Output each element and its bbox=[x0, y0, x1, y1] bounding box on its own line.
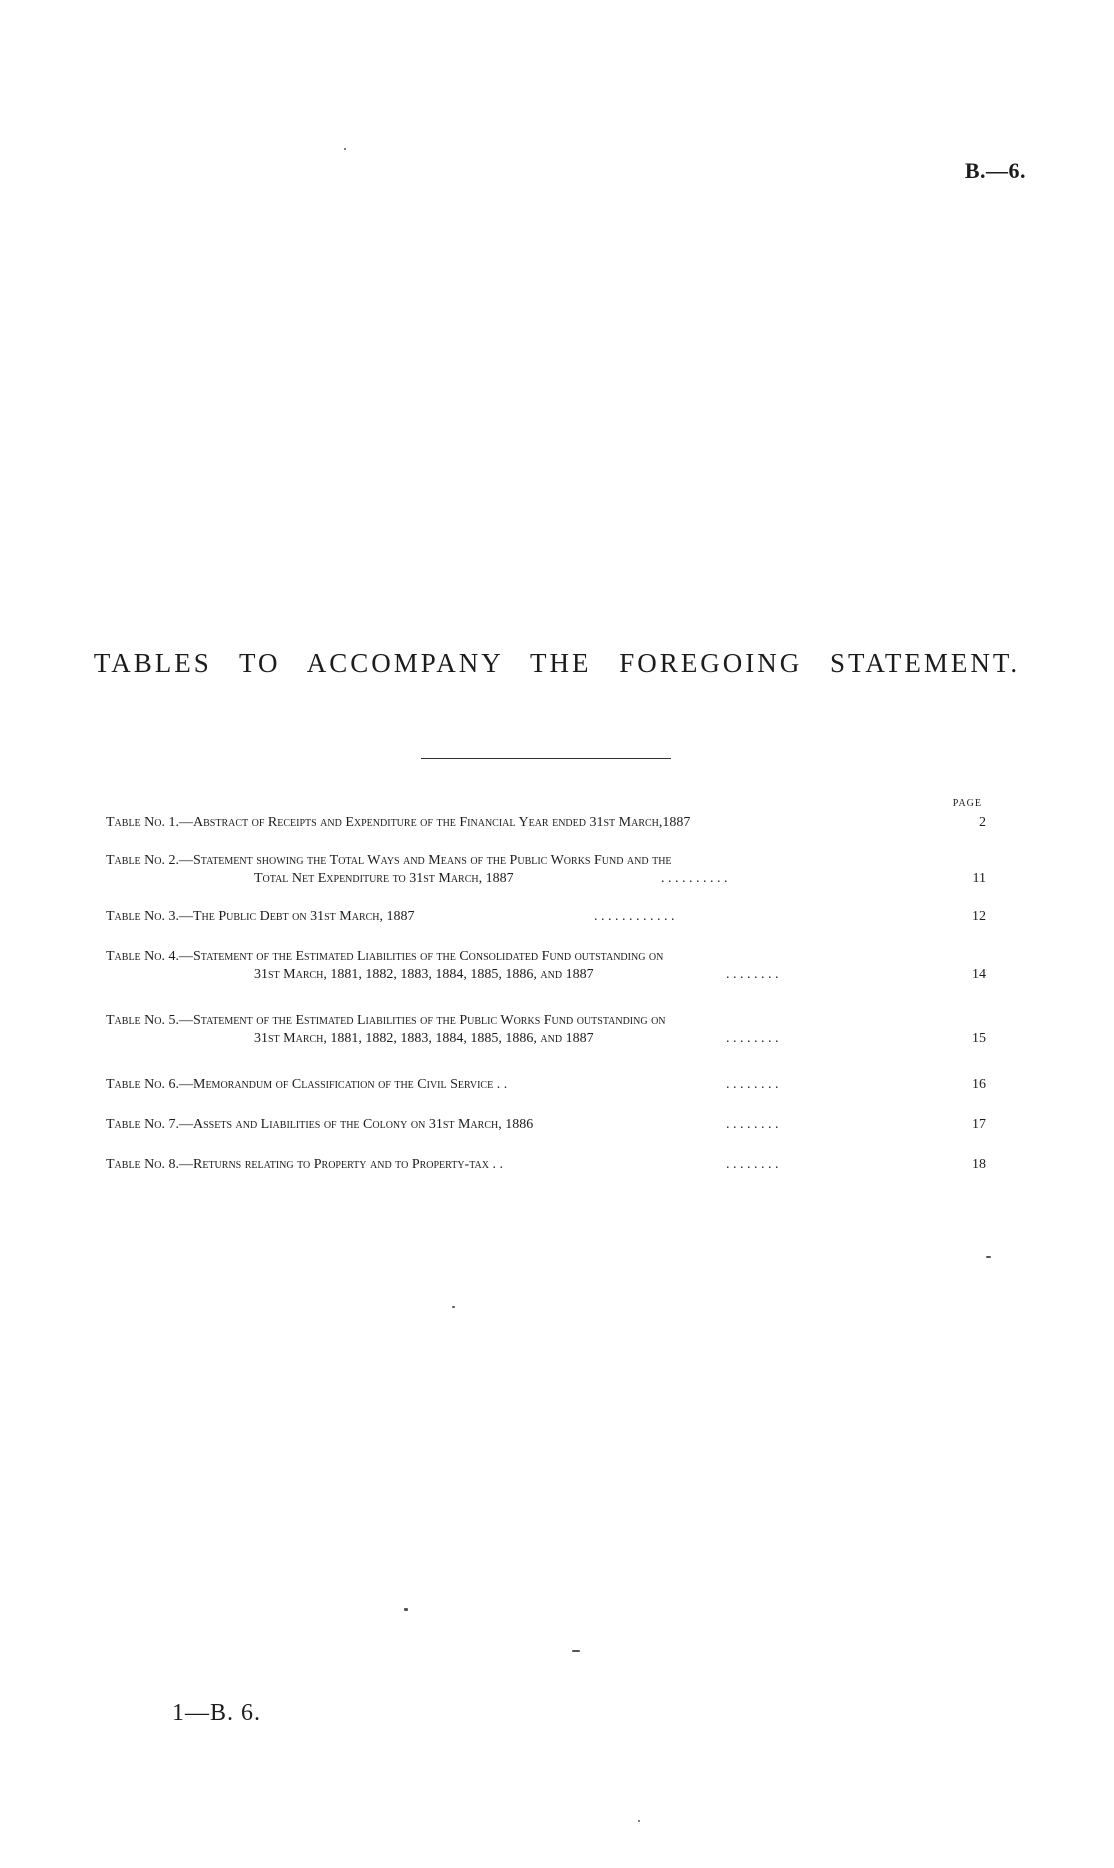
page-signature: 1—B. 6. bbox=[172, 1700, 262, 1726]
toc-entry-text: Table No. 5.—Statement of the Estimated Liabilities of the Public Works Fund outstanding on bbox=[106, 1013, 666, 1028]
toc-entry-text: Table No. 1.—Abstract of Receipts and Expenditure of the Financial Year ended 31st March,1887 bbox=[106, 815, 691, 830]
dot-leaders: . . . . . . . . bbox=[726, 1077, 779, 1092]
toc-entry-continuation: 31st March, 1881, 1882, 1883, 1884, 1885, 1886, and 1887 bbox=[254, 967, 594, 982]
scan-speck bbox=[344, 148, 346, 150]
toc-entry-page-number: 2 bbox=[979, 815, 986, 830]
scan-speck bbox=[638, 1820, 640, 1822]
toc-entry-text: Table No. 7.—Assets and Liabilities of the Colony on 31st March, 1886 bbox=[106, 1117, 534, 1132]
toc-entry-table-5 bbox=[106, 1012, 986, 1048]
toc-entry-page-number: 18 bbox=[972, 1157, 986, 1172]
toc-entry-text: Table No. 2.—Statement showing the Total Ways and Means of the Public Works Fund and the bbox=[106, 853, 672, 868]
dot-leaders: . . . . . . . . bbox=[726, 1031, 779, 1046]
document-reference: B.—6. bbox=[964, 158, 1026, 183]
toc-entry-text: Table No. 8.—Returns relating to Property and to Property-tax . . bbox=[106, 1157, 503, 1172]
dot-leaders: . . . . . . . . bbox=[726, 1117, 779, 1132]
page-column-header: PAGE bbox=[952, 798, 982, 809]
toc-entry-table-6 bbox=[106, 1076, 986, 1094]
scan-speck bbox=[986, 1256, 991, 1258]
page-title: TABLES TO ACCOMPANY THE FOREGOING STATEMENT. bbox=[93, 648, 1021, 678]
dot-leaders: . . . . . . . . . . bbox=[661, 871, 728, 886]
toc-entry-table-2 bbox=[106, 852, 986, 888]
toc-entry-text: Table No. 6.—Memorandum of Classification of the Civil Service . . bbox=[106, 1077, 508, 1092]
toc-entry-page-number: 16 bbox=[972, 1077, 986, 1092]
toc-entry-table-4 bbox=[106, 948, 986, 984]
toc-entry-continuation: Total Net Expenditure to 31st March, 1887 bbox=[254, 871, 514, 886]
toc-entry-continuation: 31st March, 1881, 1882, 1883, 1884, 1885, 1886, and 1887 bbox=[254, 1031, 594, 1046]
scan-speck bbox=[572, 1650, 580, 1652]
title-rule-divider bbox=[421, 758, 671, 759]
scan-speck bbox=[452, 1306, 455, 1308]
dot-leaders: . . . . . . . . bbox=[726, 967, 779, 982]
dot-leaders: . . . . . . . . . . . . bbox=[594, 909, 675, 924]
toc-entry-page-number: 12 bbox=[972, 909, 986, 924]
toc-entry-table-8 bbox=[106, 1156, 986, 1174]
toc-entry-table-7 bbox=[106, 1116, 986, 1134]
toc-entry-table-3 bbox=[106, 908, 986, 926]
dot-leaders: . . . . . . . . bbox=[726, 1157, 779, 1172]
toc-entry-text: Table No. 3.—The Public Debt on 31st March, 1887 bbox=[106, 909, 415, 924]
toc-entry-page-number: 14 bbox=[972, 967, 986, 982]
toc-entry-page-number: 17 bbox=[972, 1117, 986, 1132]
scan-speck bbox=[404, 1608, 408, 1611]
toc-entry-text: Table No. 4.—Statement of the Estimated Liabilities of the Consolidated Fund outstanding on bbox=[106, 949, 664, 964]
toc-entry-page-number: 15 bbox=[972, 1031, 986, 1046]
toc-entry-table-1 bbox=[106, 814, 986, 832]
toc-entry-page-number: 11 bbox=[972, 871, 986, 886]
